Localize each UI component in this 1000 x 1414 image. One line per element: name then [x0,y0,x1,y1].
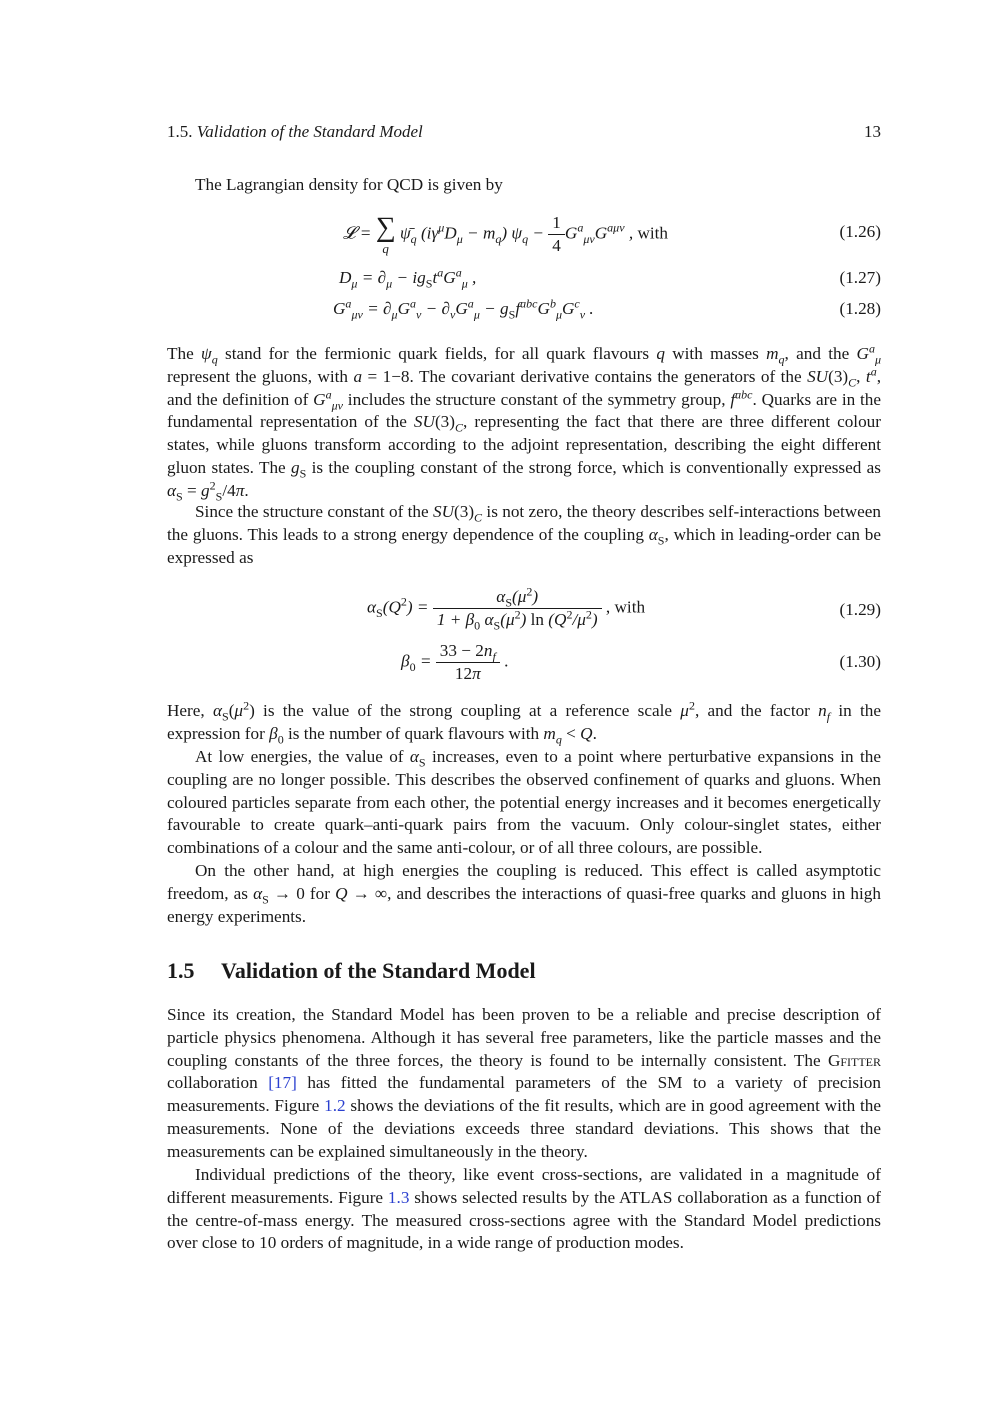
equation-1-28-body: $G^a_{\mu\nu} = \partial_\mu G^a_\nu - \partial_\nu G^a_\mu - g_Sf^{abc}G^b_\mu G^c_\nu$ . [333,296,594,322]
equation-1-30 [167,640,881,690]
text-run: shows selected results by the ATLAS collaboration as a function of the centre-of-mass energy. The measured cross-sections agree with the Standard Model predictions over close to 10 orders of magnitude, in a wide range of production modes. [167,1187,881,1253]
text-run: Since its creation, the Standard Model has been proven to be a reliable and precise description of particle physics phenomena. Although it has several free parameters, like the particle masses and the coupling constants of the three forces, the theory is found to be internally consistent. The [167,1005,881,1070]
figure-link[interactable]: 1.2 [324,1096,346,1116]
equation-1-27-body: $D_\mu = \partial_\mu - ig_St^aG^a_\mu$ , [339,265,477,291]
paragraph-structure-constant: Since the structure constant of the $SU(3)_C$ is not zero, the theory describes self-interactions between the gluons. This leads to a strong energy dependence of the coupling $\alpha_S$, which in leading-order can be expressed as [167,502,881,567]
paragraph-intro: The Lagrangian density for QCD is given by [195,175,503,194]
section-title: Validation of the Standard Model [221,958,536,983]
text-run: has fitted the fundamental parameters of the SM to a variety of precision measurements. Figure [167,1073,881,1116]
with-label: with [614,597,646,617]
equation-number: (1.29) [839,600,881,619]
equation-1-26 [167,212,881,256]
figure-link[interactable]: 1.3 [387,1187,410,1207]
text-run: shows the deviations of the fit results, which are in good agreement with the measurements. None of the deviations exceeds three standard deviations. This shows that the measurements can be explained simultaneously in the theory. [167,1096,882,1161]
paragraph-fields: The $\psi_q$ stand for the fermionic quark fields, for all quark flavours q with masses $m_q$, and the $G^a_\mu$ represent the gluons, with a = 1−8. The covariant derivative contains the generators of the $SU(3)_C$, $t^a$, and the definition of $G^a_{\mu\nu}$ includes the structure constant of the symmetry group, $f^{abc}$. Quarks are in the fundamental representation of the $SU(3)_C$, representing the fact that there are three different colour states, while gluons transform according to the adjoint representation, describing the eight different gluon states. The $g_S$ is the coupling constant of the strong force, which is conventionally expressed as $\alpha_S = g^2_S/4\pi$. [167,341,882,504]
with-label: with [637,223,668,243]
paragraph-individual-predictions [167,1164,881,1255]
text-run: Individual predictions of the theory, like event cross-sections, are validated in a magnitude of different measurements. Figure [167,1165,881,1207]
text-run: collaboration [167,1073,258,1093]
paragraph-low-energy: At low energies, the value of $\alpha_S$ increases, even to a point where perturbative expansions in the coupling are no longer possible. This describes the observed confinement of quarks and gluons. When coloured particles separate from each other, the potential energy increases and it becomes energetically favourable to create quark–anti-quark pairs from the vacuum. Only colour-singlet states, either combinations of a colour and the same anti-colour, or of all three colours, are possible. [167,747,881,858]
equation-number: (1.27) [839,268,881,287]
equation-number: (1.30) [839,652,881,671]
equation-1-29-body: $\alpha_S(Q^2)$ = $\frac{\alpha_S(\mu^2)}{1 + \beta_0 \alpha_S(\mu^2) \ln (Q^2/\mu^2)}$ , with [367,584,646,633]
equation-number: (1.26) [839,222,881,241]
equation-number: (1.28) [839,299,881,318]
section-heading [167,958,536,984]
paragraph-here: Here, $\alpha_S(\mu^2)$ is the value of the strong coupling at a reference scale $\mu^2$, and the factor $n_f$ in the expression for $\beta_0$ is the number of quark flavours with $m_q < Q$. [167,698,881,747]
citation-link[interactable]: [17] [268,1073,297,1093]
equation-1-30-body: $\beta_0$ = $\frac{33 - 2n_f}{12\pi}$ . [401,641,509,683]
equation-1-29 [167,586,881,636]
equation-1-26-body: 𝓛 = ∑ q $\psī_q$ $(i\gamma^\mu D_\mu - m_q) \psi_q$ − $\frac{1}{4}$ $G^a_{\mu\nu}G^{a\mu\nu}$ , with [343,212,668,256]
gfitter-name: Gfitter [827,1050,882,1070]
equation-1-28 [167,296,881,339]
page-number: 13 [864,122,881,141]
header-section-title: Validation of the Standard Model [196,122,423,141]
paragraph-high-energy: On the other hand, at high energies the coupling is reduced. This effect is called asymptotic freedom, as $\alpha_S \to 0$ for Q → ∞, and describes the interactions of quasi-free quarks and gluons in high energy experiments. [167,861,881,926]
section-number: 1.5 [167,958,195,983]
header-section-number: 1.5. [167,122,193,141]
running-header [167,122,423,142]
paragraph-standard-model [167,1004,881,1164]
